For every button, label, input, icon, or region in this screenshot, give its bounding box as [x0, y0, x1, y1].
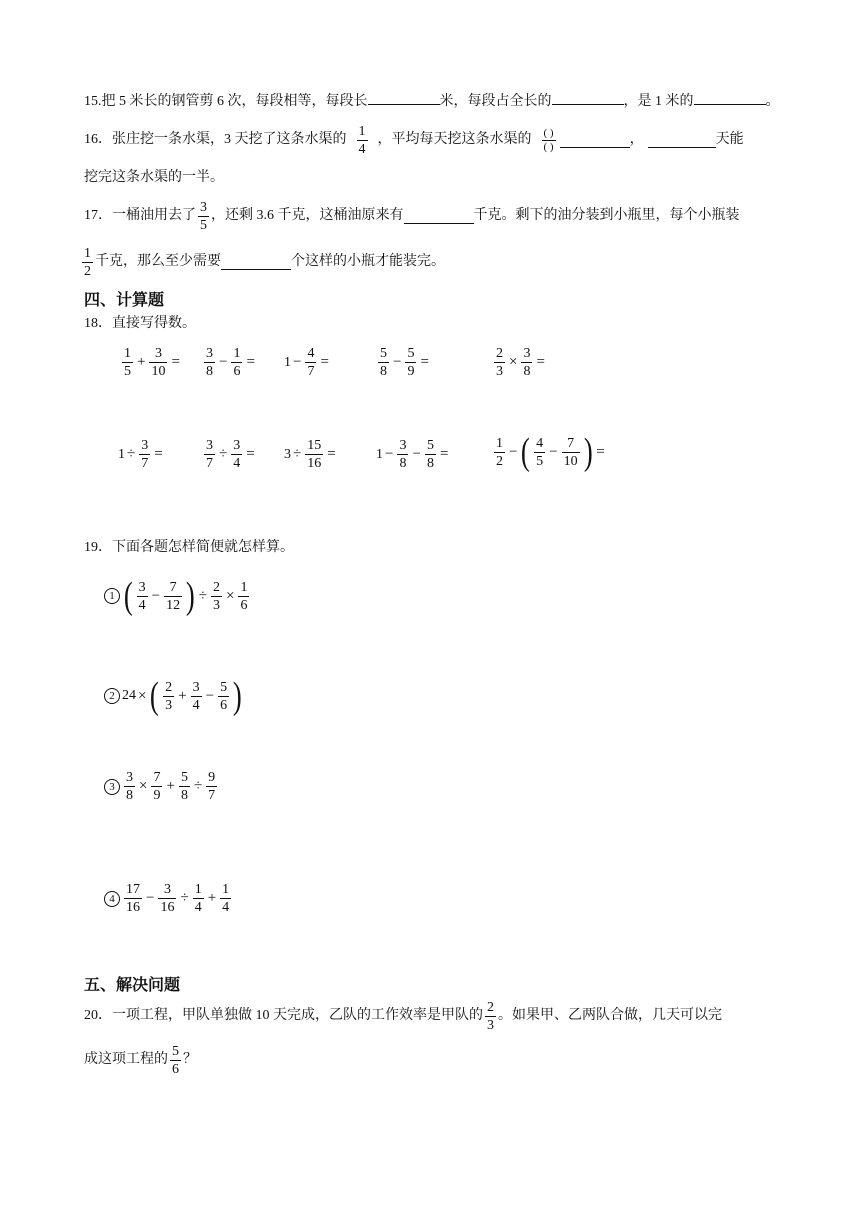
- operator: −: [549, 443, 558, 460]
- question-16: [84, 122, 744, 158]
- numerator: 2: [487, 999, 494, 1015]
- numerator: 5: [172, 1043, 179, 1059]
- fraction: [149, 346, 167, 379]
- denominator: 7: [206, 456, 213, 471]
- operator: −: [412, 446, 421, 462]
- answer-blank[interactable]: [694, 90, 766, 105]
- fraction: [494, 346, 505, 379]
- fraction: [151, 770, 162, 803]
- numerator: 17: [126, 882, 140, 897]
- numerator: 3: [192, 679, 200, 695]
- expression: [104, 770, 219, 803]
- fraction: [218, 680, 229, 713]
- item-marker: 1: [104, 588, 120, 604]
- operator: −: [219, 354, 228, 370]
- denominator: 8: [399, 456, 407, 471]
- question-text: 米，每段占全长的: [439, 94, 552, 109]
- item-marker: 3: [104, 779, 120, 795]
- parenthesis: (: [150, 675, 160, 717]
- numerator: 1: [358, 123, 366, 139]
- denominator: 3: [496, 364, 503, 379]
- denominator: ( ): [543, 140, 554, 153]
- question-text: 挖完这条水渠的一半。: [84, 170, 224, 185]
- whole-number: 3: [284, 446, 291, 462]
- operator: ×: [138, 687, 147, 704]
- fraction: [562, 436, 580, 469]
- question-number: 16．: [84, 132, 112, 147]
- question-number: 17．: [84, 208, 112, 223]
- numerator: 4: [307, 346, 315, 361]
- operator: −: [385, 446, 394, 462]
- numerator: 7: [153, 770, 161, 785]
- operator: =: [154, 446, 163, 462]
- numerator: 1: [222, 882, 230, 897]
- question-text: 把 5 米长的钢管剪 6 次，每段相等，每段长: [101, 94, 368, 109]
- numerator: 2: [165, 679, 173, 695]
- numerator: 3: [200, 199, 207, 215]
- denominator: 8: [206, 364, 213, 379]
- fraction: [193, 882, 204, 915]
- question-text: 。: [765, 94, 780, 109]
- whole-number: 1: [284, 354, 291, 370]
- section-heading: 五、解决问题: [84, 975, 181, 994]
- question-text: 个这样的小瓶才能装完。: [291, 254, 445, 269]
- operator: =: [327, 446, 336, 462]
- numerator: 5: [380, 346, 387, 361]
- denominator: 4: [233, 456, 241, 471]
- denominator: 6: [240, 597, 248, 613]
- question-text: 千克。剩下的油分装到小瓶里，每个小瓶装: [473, 208, 740, 223]
- denominator: 16: [307, 456, 322, 471]
- numerator: 1: [496, 435, 503, 451]
- parenthesis: ): [232, 675, 242, 717]
- whole-number: 1: [376, 446, 383, 462]
- question-text: ，平均每天挖这条水渠的: [377, 132, 532, 147]
- numerator: 1: [233, 346, 241, 361]
- denominator: 4: [222, 900, 230, 915]
- fraction: [137, 580, 148, 613]
- answer-blank[interactable]: [368, 90, 440, 105]
- denominator: 5: [200, 217, 207, 233]
- question-text: ，还剩 3.6 千克，这桶油原来有: [211, 208, 404, 223]
- operator: −: [293, 354, 302, 370]
- operator: =: [246, 354, 255, 370]
- expression: [104, 576, 251, 616]
- fraction: [305, 346, 316, 379]
- numerator: 5: [407, 346, 415, 361]
- item-marker: 4: [104, 891, 120, 907]
- fraction: [191, 680, 202, 713]
- section-heading: 四、计算题: [84, 290, 165, 309]
- numerator: 3: [523, 346, 531, 361]
- question-15: [84, 90, 780, 112]
- denominator: 8: [180, 788, 188, 803]
- operator: ×: [226, 587, 235, 604]
- question-text: 千克，那么至少需要: [95, 254, 221, 269]
- fraction: [164, 580, 182, 613]
- operator: −: [205, 687, 215, 704]
- question-text: 一桶油用去了: [112, 208, 196, 223]
- parenthesis: (: [521, 431, 531, 473]
- numerator: 1: [240, 579, 248, 595]
- answer-blank[interactable]: [552, 90, 624, 105]
- denominator: 2: [84, 263, 91, 279]
- fraction: [357, 124, 368, 157]
- fraction: [204, 346, 215, 379]
- denominator: 4: [192, 697, 200, 713]
- parenthesis: ): [186, 575, 195, 617]
- numerator: 5: [426, 438, 434, 453]
- numerator: 1: [84, 245, 91, 261]
- blank-fraction[interactable]: [542, 128, 556, 153]
- question-17: [84, 196, 740, 236]
- answer-blank[interactable]: [221, 255, 291, 270]
- operator: ×: [509, 354, 518, 370]
- expression: [376, 346, 431, 379]
- fraction: [139, 438, 150, 471]
- denominator: 7: [141, 456, 149, 471]
- denominator: 10: [151, 364, 166, 379]
- denominator: 6: [220, 697, 228, 713]
- operator: ÷: [219, 446, 228, 462]
- operator: −: [151, 587, 161, 604]
- expression: [104, 882, 233, 915]
- numerator: 3: [154, 346, 162, 361]
- question-number: 15.: [84, 94, 102, 109]
- operator: ÷: [180, 890, 189, 906]
- operator: +: [178, 687, 187, 704]
- fraction: [158, 882, 176, 915]
- denominator: 6: [172, 1061, 179, 1077]
- operator: ÷: [127, 446, 136, 462]
- question-18-title: 18．直接写得数。: [84, 316, 196, 331]
- numerator: 7: [169, 579, 177, 595]
- fraction: [397, 438, 408, 471]
- question-text: ，: [629, 132, 644, 147]
- expression: [376, 438, 450, 471]
- fraction: [82, 246, 93, 279]
- operator: −: [509, 443, 518, 460]
- fraction: [494, 436, 505, 469]
- item-marker: 2: [104, 688, 120, 704]
- numerator: 5: [180, 770, 188, 785]
- whole-number: 1: [118, 446, 125, 462]
- fraction: [170, 1044, 181, 1077]
- question-text: ？: [183, 1052, 197, 1067]
- question-17-continued: [82, 242, 445, 282]
- question-text: 张庄挖一条水渠，3 天挖了这条水渠的: [112, 132, 347, 147]
- fraction: [206, 770, 217, 803]
- question-20: [84, 996, 722, 1036]
- question-number: 20．: [84, 1008, 112, 1023]
- parenthesis: ): [583, 431, 593, 473]
- fraction: [231, 346, 242, 379]
- fraction: [211, 580, 222, 613]
- operator: ÷: [198, 587, 208, 604]
- operator: ÷: [293, 446, 302, 462]
- denominator: 3: [213, 597, 221, 613]
- numerator: 2: [496, 346, 503, 361]
- denominator: 4: [194, 900, 202, 915]
- question-16-continued: [84, 168, 224, 188]
- fraction: [231, 438, 242, 471]
- numerator: 15: [307, 438, 322, 453]
- fraction: [305, 438, 323, 471]
- expression: [118, 438, 165, 471]
- denominator: 9: [153, 788, 161, 803]
- denominator: 12: [166, 597, 181, 613]
- expression: [120, 346, 182, 379]
- fraction: [238, 580, 249, 613]
- numerator: 3: [141, 438, 149, 453]
- operator: ÷: [193, 778, 203, 794]
- denominator: 10: [563, 453, 578, 469]
- expression: [284, 438, 338, 471]
- answer-blank[interactable]: [648, 133, 716, 148]
- fraction: [378, 346, 389, 379]
- fraction: [405, 346, 416, 379]
- denominator: 9: [407, 364, 415, 379]
- operator: =: [171, 354, 180, 370]
- fraction: [198, 200, 209, 233]
- numerator: 9: [208, 770, 216, 785]
- operator: ×: [139, 778, 148, 794]
- denominator: 5: [124, 364, 131, 379]
- question-19-title: 19．下面各题怎样简便就怎样算。: [84, 540, 294, 555]
- fraction: [425, 438, 436, 471]
- numerator: 2: [213, 579, 221, 595]
- numerator: 3: [399, 438, 407, 453]
- denominator: 6: [233, 364, 241, 379]
- denominator: 2: [496, 453, 503, 469]
- operator: +: [137, 354, 146, 370]
- denominator: 3: [165, 697, 173, 713]
- fraction: [521, 346, 532, 379]
- operator: −: [393, 354, 402, 370]
- denominator: 16: [126, 900, 140, 915]
- fraction: [124, 882, 142, 915]
- operator: =: [420, 354, 429, 370]
- numerator: ( ): [543, 126, 554, 139]
- question-text: 一项工程，甲队单独做 10 天完成，乙队的工作效率是甲队的: [112, 1008, 483, 1023]
- question-text: ，是 1 米的: [623, 94, 694, 109]
- answer-blank[interactable]: [560, 133, 630, 148]
- question-text: 成这项工程的: [84, 1052, 168, 1067]
- fraction: [220, 882, 231, 915]
- denominator: 3: [487, 1017, 494, 1033]
- numerator: 5: [220, 679, 228, 695]
- numerator: 3: [163, 882, 171, 897]
- expression: [104, 676, 244, 716]
- numerator: 3: [206, 438, 213, 453]
- operator: =: [439, 446, 449, 462]
- answer-blank[interactable]: [404, 209, 474, 224]
- denominator: 5: [536, 453, 544, 469]
- operator: =: [596, 443, 605, 460]
- numerator: 3: [206, 346, 213, 361]
- operator: =: [320, 354, 329, 370]
- parenthesis: (: [123, 575, 133, 617]
- expression: [202, 438, 257, 471]
- numerator: 1: [194, 882, 202, 897]
- expression: [202, 346, 257, 379]
- numerator: 1: [124, 346, 131, 361]
- whole-number: 24: [122, 688, 136, 703]
- operator: =: [246, 446, 255, 462]
- operator: +: [166, 778, 175, 794]
- operator: =: [536, 354, 545, 370]
- numerator: 4: [536, 435, 544, 451]
- denominator: 8: [523, 364, 531, 379]
- expression: [492, 432, 607, 472]
- denominator: 8: [126, 788, 133, 803]
- question-text: 天能: [715, 132, 744, 147]
- question-20-continued: [84, 1040, 197, 1080]
- numerator: 3: [233, 438, 241, 453]
- operator: −: [146, 890, 155, 906]
- fraction: [124, 770, 135, 803]
- numerator: 3: [138, 579, 146, 595]
- expression: [492, 346, 547, 379]
- fraction: [122, 346, 133, 379]
- denominator: 4: [138, 597, 146, 613]
- denominator: 8: [380, 364, 387, 379]
- expression: [284, 346, 331, 379]
- fraction: [179, 770, 190, 803]
- question-text: 。如果甲、乙两队合做，几天可以完: [498, 1008, 722, 1023]
- fraction: [204, 438, 215, 471]
- fraction: [485, 1000, 496, 1033]
- denominator: 8: [426, 456, 434, 471]
- operator: +: [207, 890, 217, 906]
- denominator: 7: [307, 364, 315, 379]
- denominator: 7: [208, 788, 216, 803]
- fraction: [163, 680, 174, 713]
- fraction: [534, 436, 545, 469]
- denominator: 16: [160, 900, 175, 915]
- denominator: 4: [358, 141, 366, 157]
- numerator: 3: [126, 770, 133, 785]
- numerator: 7: [567, 435, 575, 451]
